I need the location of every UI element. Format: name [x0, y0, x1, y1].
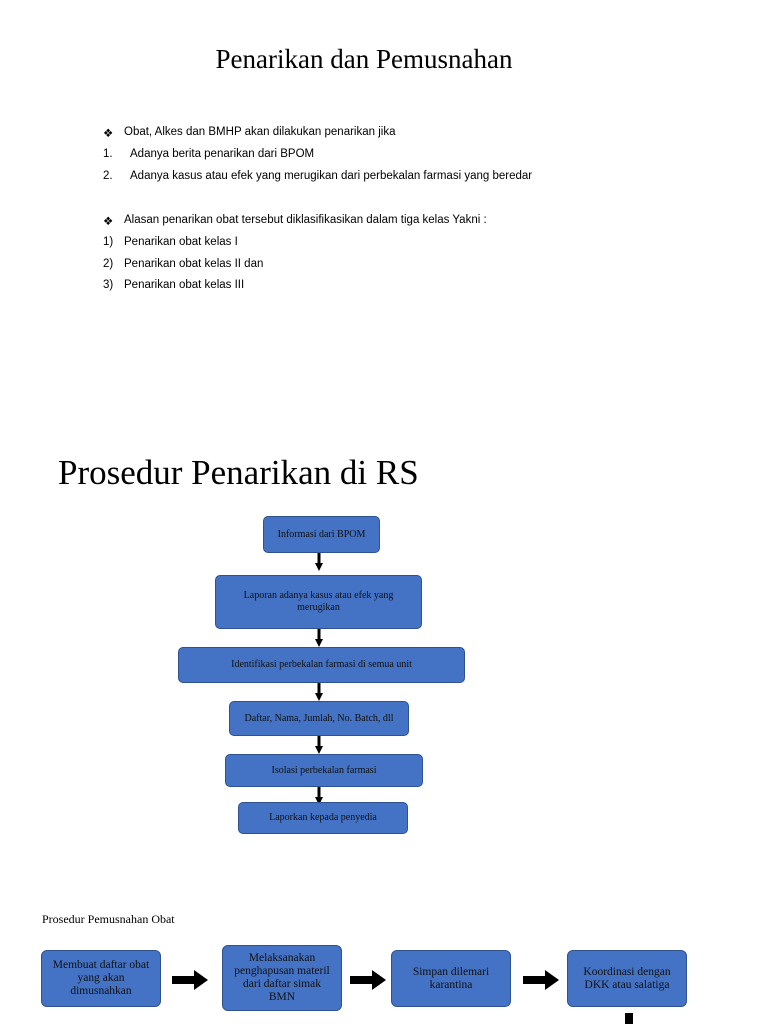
list-marker: 1)	[103, 236, 114, 248]
list-marker: 2)	[103, 258, 114, 270]
flow-step: Informasi dari BPOM	[263, 516, 380, 553]
bullet-text: Alasan penarikan obat tersebut diklasifikasikan dalam tiga kelas Yakni :	[124, 214, 487, 226]
down-arrow-icon	[315, 736, 323, 754]
list-marker: 1.	[103, 148, 113, 160]
flow-step: Identifikasi perbekalan farmasi di semua unit	[178, 647, 465, 683]
right-arrow-icon	[350, 970, 386, 990]
flow-step: Isolasi perbekalan farmasi	[225, 754, 423, 787]
list-text: Adanya kasus atau efek yang merugikan dari perbekalan farmasi yang beredar	[130, 170, 533, 182]
process-step: Simpan dilemari karantina	[391, 950, 511, 1007]
list-text: Penarikan obat kelas I	[124, 236, 238, 248]
bullet-text: Obat, Alkes dan BMHP akan dilakukan penarikan jika	[124, 126, 396, 138]
page-title: Penarikan dan Pemusnahan	[215, 44, 513, 74]
diamond-bullet-icon: ❖	[103, 216, 114, 228]
list-marker: 2.	[103, 170, 113, 182]
down-arrow-icon	[315, 553, 323, 571]
diamond-bullet-icon: ❖	[103, 128, 114, 140]
section-title: Prosedur Penarikan di RS	[58, 453, 419, 492]
right-arrow-icon	[172, 970, 208, 990]
list-marker: 3)	[103, 279, 114, 291]
down-arrow-icon	[625, 1013, 633, 1024]
process-step: Membuat daftar obat yang akan dimusnahkan	[41, 950, 161, 1007]
section-title: Prosedur Pemusnahan Obat	[42, 912, 175, 926]
flow-step: Daftar, Nama, Jumlah, No. Batch, dll	[229, 701, 409, 736]
flow-step: Laporan adanya kasus atau efek yang merugikan	[215, 575, 422, 629]
process-step: Melaksanakan penghapusan materil dari daftar simak BMN	[222, 945, 342, 1011]
down-arrow-icon	[315, 683, 323, 701]
process-step: Koordinasi dengan DKK atau salatiga	[567, 950, 687, 1007]
right-arrow-icon	[523, 970, 559, 990]
flow-step: Laporkan kepada penyedia	[238, 802, 408, 834]
list-text: Penarikan obat kelas II dan	[124, 258, 264, 270]
down-arrow-icon	[315, 629, 323, 647]
list-text: Penarikan obat kelas III	[124, 279, 245, 291]
list-text: Adanya berita penarikan dari BPOM	[130, 148, 315, 160]
